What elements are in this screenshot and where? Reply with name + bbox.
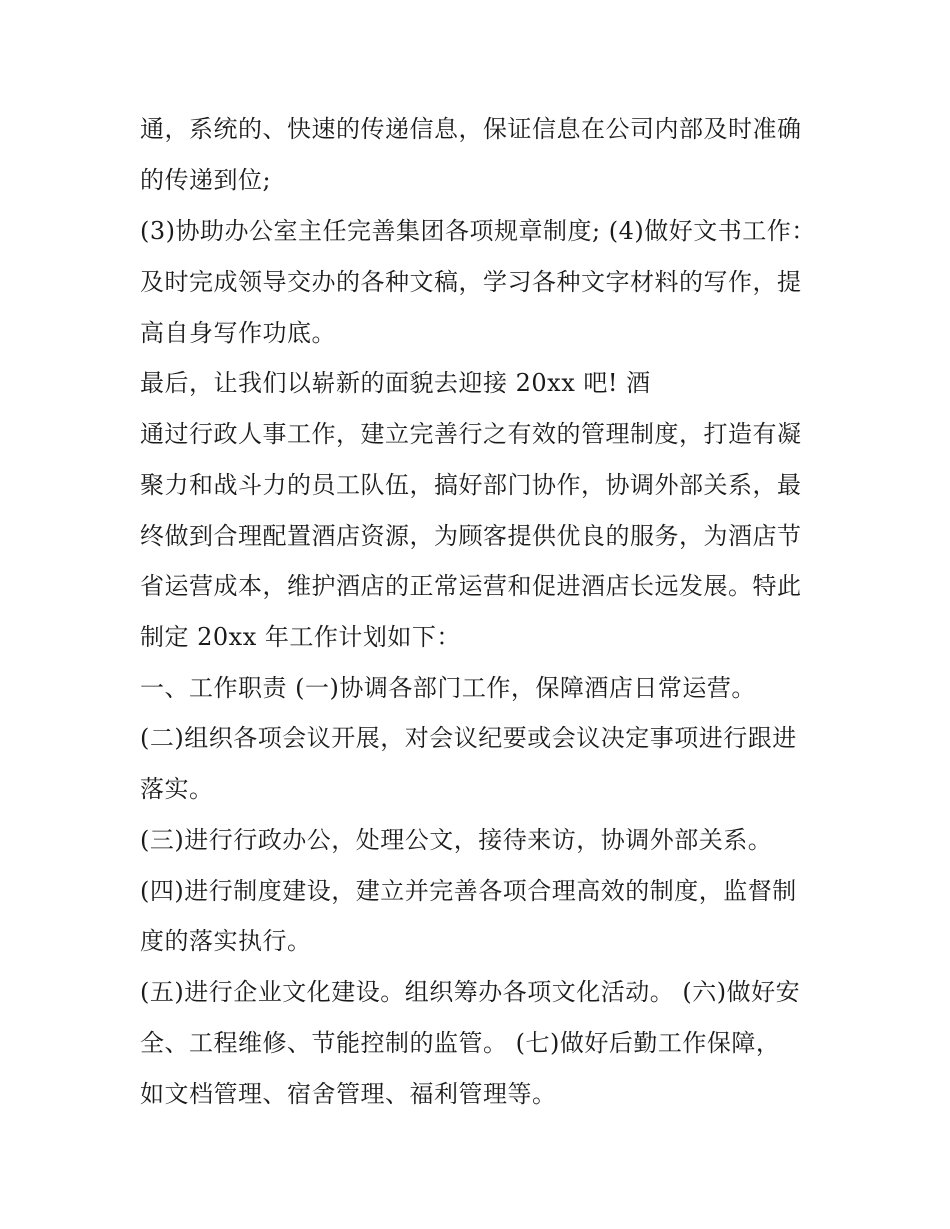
text-line: (二)组织各项会议开展，对会议纪要或会议决定事项进行跟进 [140, 724, 797, 752]
text-line: 及时完成领导交办的各种文稿，学习各种文字材料的写作，提 [140, 268, 802, 296]
text-line: 高自身写作功底。 [140, 319, 336, 347]
text-line: 通，系统的、快速的传递信息，保证信息在公司内部及时准确 [140, 115, 802, 143]
text-line: (四)进行制度建设，建立并完善各项合理高效的制度，监督制 [140, 877, 797, 905]
text-line: (三)进行行政办公，处理公文，接待来访，协调外部关系。 [140, 826, 773, 854]
text-line: 全、工程维修、节能控制的监管。 (七)做好后勤工作保障， [140, 1029, 781, 1057]
text-line: 终做到合理配置酒店资源，为顾客提供优良的服务，为酒店节 [140, 522, 802, 550]
text-line: 度的落实执行。 [140, 927, 312, 955]
text-line: 制定 20xx 年工作计划如下： [140, 623, 461, 651]
text-line: 一、工作职责 (一)协调各部门工作，保障酒店日常运营。 [140, 674, 756, 702]
text-line: (3)协助办公室主任完善集团各项规章制度; (4)做好文书工作： [140, 217, 816, 245]
text-line: 通过行政人事工作，建立完善行之有效的管理制度，打造有凝 [140, 420, 802, 448]
text-line: 如文档管理、宿舍管理、福利管理等。 [140, 1080, 557, 1108]
text-line: 落实。 [140, 775, 214, 803]
text-line: 省运营成本，维护酒店的正常运营和促进酒店长远发展。特此 [140, 572, 802, 600]
text-line: 聚力和战斗力的员工队伍，搞好部门协作，协调外部关系，最 [140, 471, 802, 499]
text-line: 的传递到位; [140, 166, 272, 194]
text-line: 最后，让我们以崭新的面貌去迎接 20xx 吧! 酒 [140, 369, 651, 397]
text-line: (五)进行企业文化建设。组织筹办各项文化活动。 (六)做好安 [140, 978, 801, 1006]
